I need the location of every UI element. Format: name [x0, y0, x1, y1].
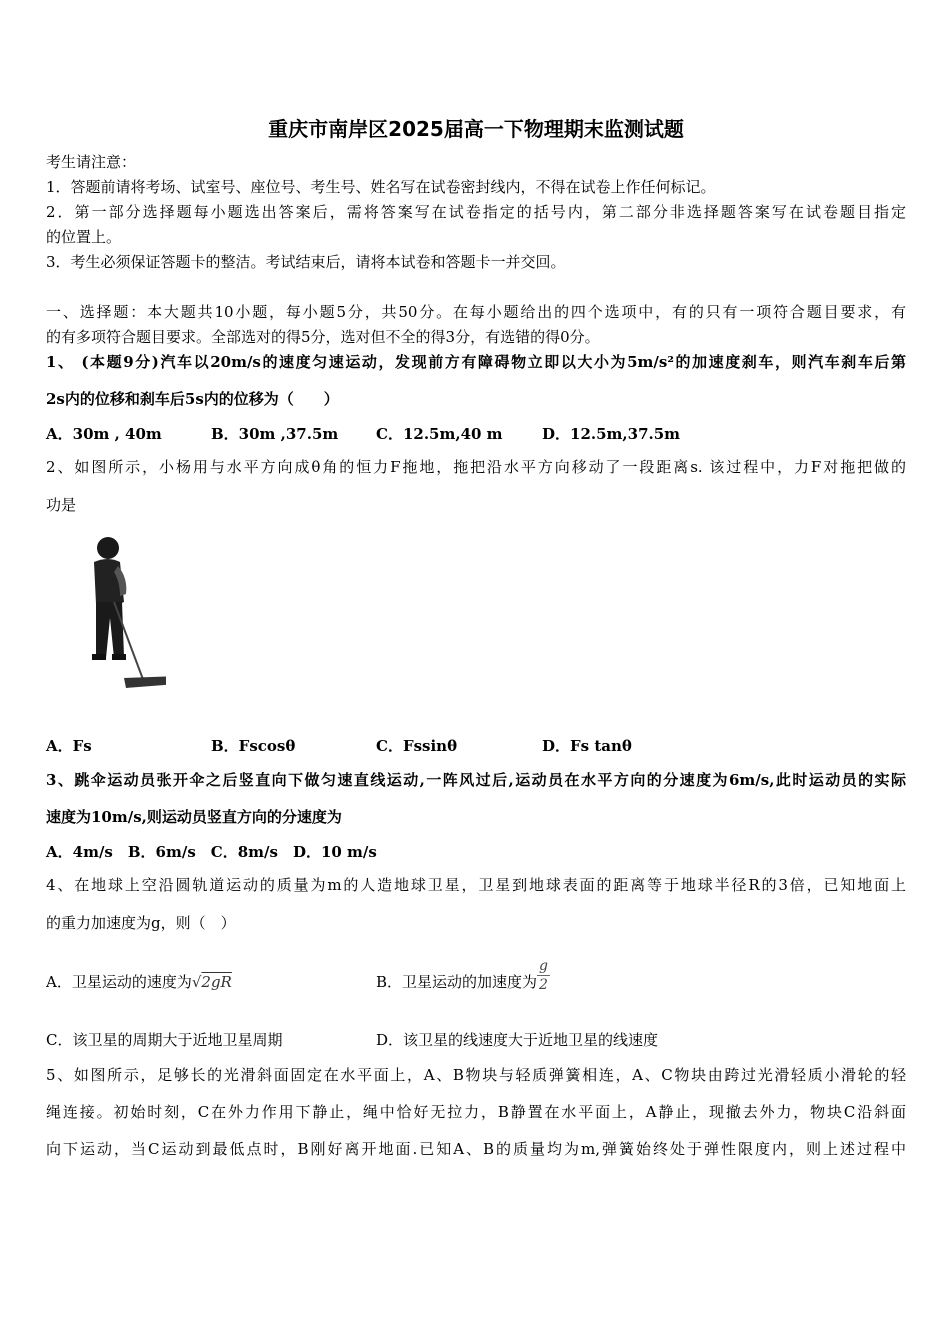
q4-option-c: C．该卫星的周期大于近地卫星周期 [46, 1031, 283, 1049]
q5-stem-1: 5、如图所示，足够长的光滑斜面固定在水平面上，A、B物块与轻质弹簧相连，A、C物块由跨过光滑轻质小滑轮的轻 [46, 1066, 906, 1084]
q1-stem-2: 2s内的位移和刹车后5s内的位移为（ ） [46, 390, 339, 408]
q1-option-a: A．30m , 40m [46, 425, 162, 443]
notice-heading: 考生请注意： [46, 153, 137, 171]
q1-option-b: B．30m ,37.5m [211, 425, 339, 443]
q4-stem-1: 4、在地球上空沿圆轨道运动的质量为m的人造地球卫星，卫星到地球表面的距离等于地球半径R的3倍，已知地面上 [46, 876, 906, 894]
q2-stem-2: 功是 [46, 496, 77, 514]
q4-option-a-radicand: 2gR [201, 973, 232, 991]
q4-option-b [376, 957, 550, 994]
q1-option-c: C．12.5m,40 m [376, 425, 503, 443]
q2-stem-1: 2、如图所示，小杨用与水平方向成θ角的恒力F拖地，拖把沿水平方向移动了一段距离s. 该过程中，力F对拖把做的 [46, 458, 906, 476]
q4-option-b-numerator: g [539, 957, 548, 974]
page-title: 重庆市南岸区2025届高一下物理期末监测试题 [268, 117, 684, 141]
q4-option-b-fraction [537, 957, 550, 994]
q4-option-b-text: B．卫星运动的加速度为 [376, 973, 538, 991]
section-intro-2: 的有多项符合题目要求。全部选对的得5分，选对但不全的得3分，有选错的得0分。 [46, 328, 600, 346]
notice-item-3: 3．考生必须保证答题卡的整洁。考试结束后，请将本试卷和答题卡一并交回。 [46, 253, 566, 271]
mopping-person-icon [66, 532, 166, 697]
q4-option-a-formula: √2gR [191, 973, 232, 991]
q2-option-d: D．Fs tanθ [542, 737, 632, 755]
notice-item-2-cont: 的位置上。 [46, 228, 122, 246]
q3-options: A．4m/s B．6m/s C．8m/s D．10 m/s [46, 843, 377, 861]
q3-stem-1: 3、跳伞运动员张开伞之后竖直向下做匀速直线运动,一阵风过后,运动员在水平方向的分速度为6m/s,此时运动员的实际 [46, 771, 906, 789]
q4-option-a-text: A．卫星运动的速度为 [46, 973, 192, 991]
q1-option-d: D．12.5m,37.5m [542, 425, 681, 443]
q5-stem-3: 向下运动，当C运动到最低点时，B刚好离开地面.已知A、B的质量均为m,弹簧始终处于弹性限度内，则上述过程中 [46, 1140, 906, 1158]
q2-option-c: C．Fssinθ [376, 737, 458, 755]
q4-option-a [46, 971, 232, 993]
q4-option-b-denominator: 2 [539, 976, 548, 993]
q1-stem-1: 1、 (本题9分)汽车以20m/s的速度匀速运动，发现前方有障碍物立即以大小为5m/s²的加速度刹车，则汽车刹车后第 [46, 353, 906, 371]
notice-item-1: 1．答题前请将考场、试室号、座位号、考生号、姓名写在试卷密封线内，不得在试卷上作任何标记。 [46, 178, 716, 196]
notice-item-2: 2．第一部分选择题每小题选出答案后，需将答案写在试卷指定的括号内，第二部分非选择题答案写在试卷题目指定 [46, 203, 906, 221]
q3-stem-2: 速度为10m/s,则运动员竖直方向的分速度为 [46, 808, 342, 826]
q2-option-a: A．Fs [46, 737, 92, 755]
q5-stem-2: 绳连接。初始时刻，C在外力作用下静止，绳中恰好无拉力，B静置在水平面上，A静止，现撤去外力，物块C沿斜面 [46, 1103, 906, 1121]
q4-stem-2: 的重力加速度为g，则（ ） [46, 914, 236, 932]
q2-option-b: B．Fscosθ [211, 737, 296, 755]
section-intro-1: 一、选择题：本大题共10小题，每小题5分，共50分。在每小题给出的四个选项中，有的只有一项符合题目要求，有 [46, 303, 906, 321]
mopping-person-figure [66, 532, 166, 697]
q4-option-d: D．该卫星的线速度大于近地卫星的线速度 [376, 1031, 659, 1049]
